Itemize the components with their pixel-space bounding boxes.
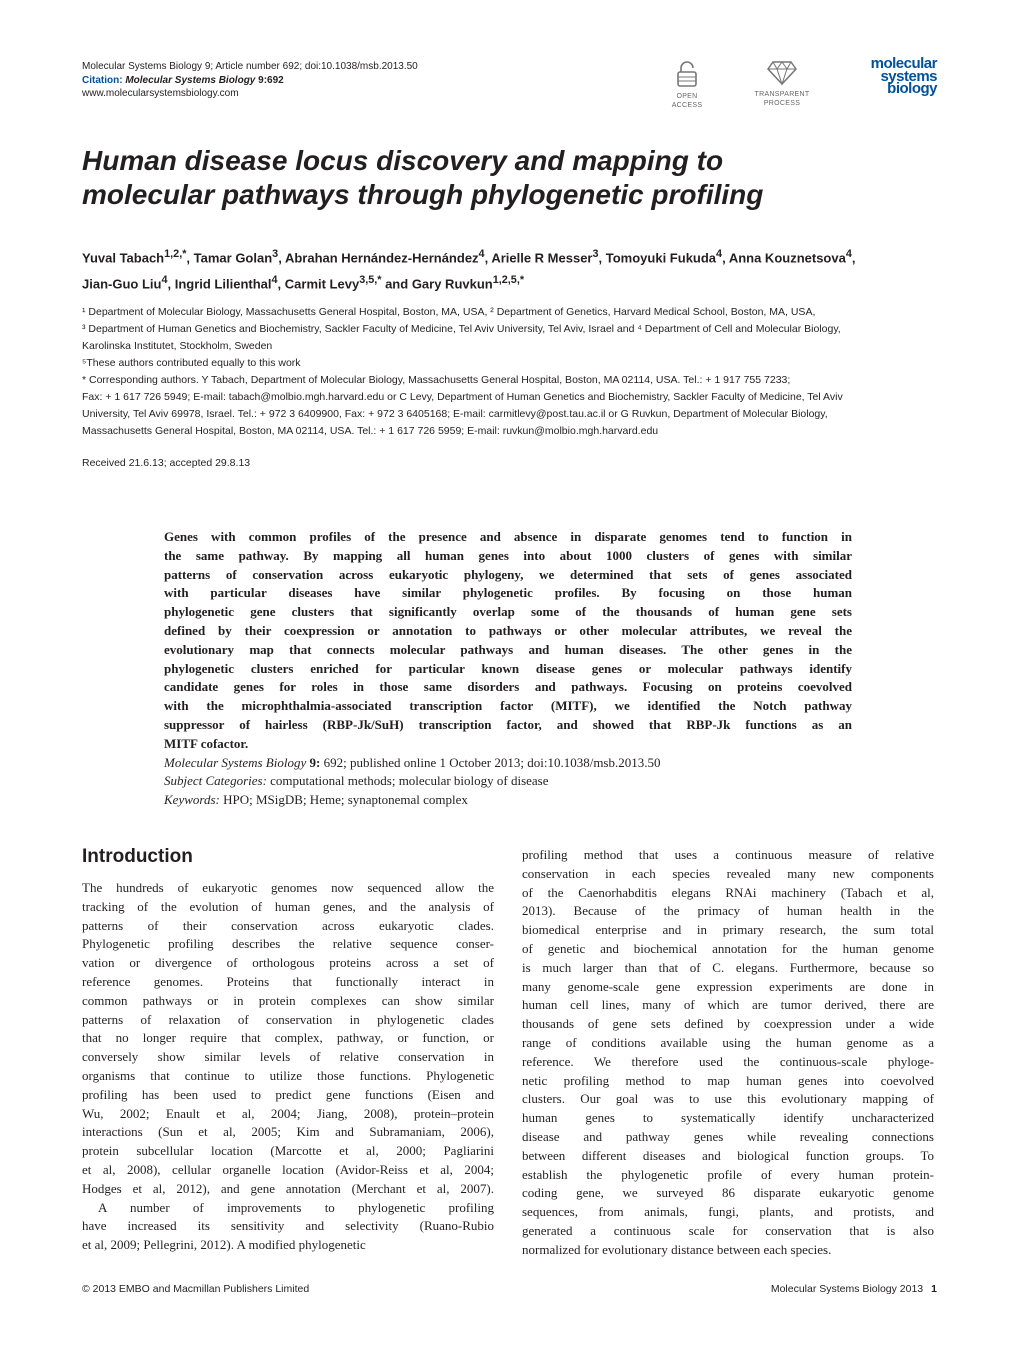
body-line: 2013). Because of the primacy of human health in the xyxy=(522,903,934,919)
author-sep: , xyxy=(186,250,194,266)
author-affil: 4 xyxy=(716,248,723,260)
body-line: patterns of their conservation across eukaryotic clades. xyxy=(82,917,494,933)
abstract-line: MITF cofactor. xyxy=(164,735,249,751)
body-line: common pathways or in protein complexes can show similar xyxy=(82,992,494,1008)
body-line: profiling has been used to predict gene functions (Eisen and xyxy=(82,1086,494,1102)
body-line: of the Caenorhabditis elegans RNAi machinery (Tabach et al, xyxy=(522,884,934,900)
body-line: netic profiling method to map human genes into coevolved xyxy=(522,1072,934,1088)
journal-logo[interactable] xyxy=(845,55,937,97)
copyright: © 2013 EMBO and Macmillan Publishers Limited xyxy=(82,1283,310,1295)
author-sep: and xyxy=(381,276,412,292)
body-line: thousands of gene sets defined by coexpression under a wide xyxy=(522,1016,934,1032)
body-line: reference genomes. Proteins that functionally interact in xyxy=(82,973,494,989)
abstract-line: suppressor of hairless (RBP-Jk/SuH) transcription factor, and showed that RBP-Jk functions as an xyxy=(164,716,852,732)
author-sep: , xyxy=(598,250,606,266)
body-line: human genes to systematically identify uncharacterized xyxy=(522,1110,934,1126)
body-column-left xyxy=(82,879,494,1255)
abstract-line: Genes with common profiles of the presence and absence in disparate genomes tend to function in xyxy=(164,529,852,544)
logo-line2: systems xyxy=(880,67,937,85)
citation-label: Citation: xyxy=(82,74,123,86)
body-line: reference. We therefore used the continuous-scale phyloge- xyxy=(522,1053,934,1069)
abstract-line: evolutionary map that connects molecular pathways and human diseases. The other genes in the xyxy=(164,641,852,657)
author-name: Tamar Golan xyxy=(193,250,273,266)
badge-open-line1: OPEN xyxy=(676,93,698,100)
author-name: Abrahan Hernández-Hernández xyxy=(284,250,479,266)
article-title xyxy=(82,144,942,212)
body-line: interactions (Sun et al, 2005; Kim and Subramaniam, 2006), xyxy=(82,1124,494,1140)
section-heading: Introduction xyxy=(82,846,193,867)
badge-open-line2: ACCESS xyxy=(671,102,703,109)
affiliation-line: ¹ Department of Molecular Biology, Massachusetts General Hospital, Boston, MA, USA, ² Department of Genetics, Harvard Medical School, Boston, MA, USA, xyxy=(82,306,816,318)
logo-line1: molecular xyxy=(870,55,937,72)
abstract-line: the same pathway. By mapping all human genes into about 1000 clusters of genes with similar xyxy=(164,547,852,563)
author-affil: 4 xyxy=(478,248,485,260)
body-line: The hundreds of eukaryotic genomes now sequenced allow the xyxy=(82,880,494,895)
author-affil: 3 xyxy=(272,248,279,260)
citation-number: 9:692 xyxy=(258,74,284,86)
abstract-line: candidate genes for roles in those same disorders and pathways. Focusing on proteins coevolved xyxy=(164,679,852,695)
author-list xyxy=(82,243,942,296)
author-name: Tomoyuki Fukuda xyxy=(605,250,717,266)
author-line xyxy=(82,269,942,295)
open-lock-icon xyxy=(676,60,698,88)
body-line: sequences, from animals, fungi, plants, and protists, and xyxy=(522,1204,934,1220)
abstract xyxy=(164,528,852,810)
author-affil: 4 xyxy=(845,248,852,260)
author-name: Yuval Tabach xyxy=(82,250,165,266)
abstract-line: defined by their coexpression or annotation to pathways or other molecular attributes, we reveal the xyxy=(164,622,852,638)
body-line: is much larger than that of C. elegans. Furthermore, because so xyxy=(522,959,934,975)
affiliation-line: University, Tel Aviv 69978, Israel. Tel.: + 972 3 6409900, Fax: + 972 3 6405168; E-mail: carmitlevy@post.tau.ac.il or G Ruvkun, Department of Molecular Biology, xyxy=(82,408,828,420)
body-line: of genetic and biochemical annotation for the human genome xyxy=(522,940,934,956)
received-date: Received 21.6.13; accepted 29.8.13 xyxy=(82,457,251,469)
author-affil: 1,2,* xyxy=(164,248,187,260)
body-column-right xyxy=(522,846,934,1260)
author-sep: , xyxy=(722,250,729,266)
logo-line3: biology xyxy=(887,80,937,97)
badge-trans-line2: PROCESS xyxy=(763,100,801,107)
journal-line: Molecular Systems Biology 9; Article number 692; doi:10.1038/msb.2013.50 xyxy=(82,61,418,72)
body-line: biomedical enterprise and in primary research, the sum total xyxy=(522,922,934,938)
keywords-label: Keywords: xyxy=(164,792,220,808)
abstract-citation xyxy=(164,754,852,773)
diamond-icon xyxy=(767,60,797,86)
abstract-journal-vol: 9: xyxy=(309,754,321,770)
body-line: have increased its sensitivity and selectivity (Ruano-Rubio xyxy=(82,1218,494,1234)
body-line: vation or divergence of orthologous proteins across a set of xyxy=(82,955,494,971)
journal-header xyxy=(82,60,642,101)
author-affil: 4 xyxy=(271,274,278,287)
affiliation-line: Karolinska Institutet, Stockholm, Sweden xyxy=(82,340,273,352)
affiliation-line: Massachusetts General Hospital, Boston, MA 02114, USA. Tel.: + 1 617 726 5959; E-mail: ruvkun@molbio.mgh.harvard.edu xyxy=(82,425,659,437)
abstract-line: with particular diseases have similar phylogenetic profiles. By focusing on those human xyxy=(164,585,852,601)
page-number: 1 xyxy=(931,1283,937,1295)
body-line: Wu, 2002; Enault et al, 2004; Jiang, 2008), protein–protein xyxy=(82,1105,494,1121)
body-line: generated a continuous scale for conservation that is also xyxy=(522,1222,934,1238)
abstract-line: phylogenetic clusters enriched for particular known disease genes or molecular pathways identify xyxy=(164,660,852,676)
author-affil: 3 xyxy=(592,248,599,260)
body-line: disease and pathway genes while revealing connections xyxy=(522,1128,934,1144)
title-line: Human disease locus discovery and mapping to xyxy=(82,145,724,176)
author-name: Arielle R Messer xyxy=(491,250,593,266)
author-name: Anna Kouznetsova xyxy=(728,250,846,266)
author-affil: 1,2,5,* xyxy=(492,274,525,287)
transparent-process-badge[interactable] xyxy=(746,60,818,108)
body-line: conservation in each species revealed many new components xyxy=(522,865,934,881)
journal-url[interactable]: www.molecularsystemsbiology.com xyxy=(82,88,239,99)
author-sep: , xyxy=(851,250,856,266)
body-line: human cell lines, many of which are tumor derived, there are xyxy=(522,997,934,1013)
body-line: tracking of the evolution of human genes, and the analysis of xyxy=(82,898,494,914)
abstract-line: patterns of conservation across eukaryotic phylogeny, we determined that sets of genes associated xyxy=(164,566,852,582)
subject-value: computational methods; molecular biology of disease xyxy=(266,773,549,789)
affiliation-line: ⁵These authors contributed equally to this work xyxy=(82,357,301,369)
body-line: Hodges et al, 2012), and gene annotation (Merchant et al, 2007). xyxy=(82,1180,494,1196)
body-line: organisms that continue to utilize those functions. Phylogenetic xyxy=(82,1067,494,1083)
author-sep: , xyxy=(167,276,175,292)
keywords-value: HPO; MSigDB; Heme; synaptonemal complex xyxy=(219,792,468,808)
author-line xyxy=(82,243,942,269)
footer-journal-year: Molecular Systems Biology 2013 xyxy=(770,1283,924,1295)
abstract-line: with the microphthalmia-associated transcription factor (MITF), we identified the Notch pathway xyxy=(164,698,852,714)
body-line: range of conditions available using the human genome as a xyxy=(522,1034,934,1050)
body-line: Phylogenetic profiling describes the relative sequence conser- xyxy=(82,936,494,952)
title-line: molecular pathways through phylogenetic profiling xyxy=(82,179,764,210)
author-name: Ingrid Lilienthal xyxy=(174,276,272,292)
body-line: conversely show similar levels of relative conservation in xyxy=(82,1049,494,1065)
abstract-journal: Molecular Systems Biology xyxy=(164,754,307,770)
body-line: et al, 2008), cellular organelle location (Avidor-Reiss et al, 2004; xyxy=(82,1161,494,1177)
abstract-journal-rest: 692; published online 1 October 2013; doi:10.1038/msb.2013.50 xyxy=(320,754,661,770)
author-sep: , xyxy=(484,250,492,266)
body-line: profiling method that uses a continuous measure of relative xyxy=(522,847,934,862)
body-line: patterns of relaxation of conservation in phylogenetic clades xyxy=(82,1011,494,1027)
footer-journal xyxy=(771,1283,937,1295)
body-line: clusters. Our goal was to use this evolutionary mapping of xyxy=(522,1091,934,1107)
affiliations xyxy=(82,304,942,440)
citation-journal: Molecular Systems Biology xyxy=(125,74,256,86)
subject-label: Subject Categories: xyxy=(164,773,267,789)
badge-trans-line1: TRANSPARENT xyxy=(754,91,810,98)
body-line: normalized for evolutionary distance between each species. xyxy=(522,1241,832,1257)
body-line: coding gene, we surveyed 86 disparate eukaryotic genome xyxy=(522,1185,934,1201)
citation-line xyxy=(82,74,642,88)
body-line: between different diseases and biological function groups. To xyxy=(522,1147,934,1163)
author-affil: 3,5,* xyxy=(359,274,382,287)
author-sep: , xyxy=(278,250,285,266)
affiliation-line: * Corresponding authors. Y Tabach, Department of Molecular Biology, Massachusetts General Hospital, Boston, MA 02114, USA. Tel.: + 1 917 755 7233; xyxy=(82,374,791,386)
keywords xyxy=(164,791,852,810)
author-name: Carmit Levy xyxy=(284,276,360,292)
author-name: Jian-Guo Liu xyxy=(82,276,162,292)
body-line: A number of improvements to phylogenetic profiling xyxy=(98,1199,494,1215)
affiliation-line: Fax: + 1 617 726 5949; E-mail: tabach@molbio.mgh.harvard.edu or C Levy, Department of Human Genetics and Biochemistry, Sackler Faculty of Medicine, Tel Aviv xyxy=(82,391,843,403)
abstract-line: phylogenetic gene clusters that significantly overlap some of the thousands of human gene sets xyxy=(164,604,852,620)
author-sep: , xyxy=(277,276,285,292)
affiliation-line: ³ Department of Human Genetics and Biochemistry, Sackler Faculty of Medicine, Tel Aviv University, Tel Aviv, Israel and ⁴ Department of Cell and Molecular Biology, xyxy=(82,323,841,335)
body-line: et al, 2009; Pellegrini, 2012). A modified phylogenetic xyxy=(82,1237,366,1253)
author-name: Gary Ruvkun xyxy=(411,276,493,292)
author-affil: 4 xyxy=(161,274,168,287)
open-access-badge[interactable] xyxy=(660,60,714,110)
subject-categories xyxy=(164,772,852,791)
body-line: protein subcellular location (Marcotte et al, 2000; Pagliarini xyxy=(82,1143,494,1159)
body-line: establish the phylogenetic profile of every human protein- xyxy=(522,1166,934,1182)
body-line: many genome-scale gene expression experiments are done in xyxy=(522,978,934,994)
body-line: that no longer require that complex, pathway, or function, or xyxy=(82,1030,494,1046)
